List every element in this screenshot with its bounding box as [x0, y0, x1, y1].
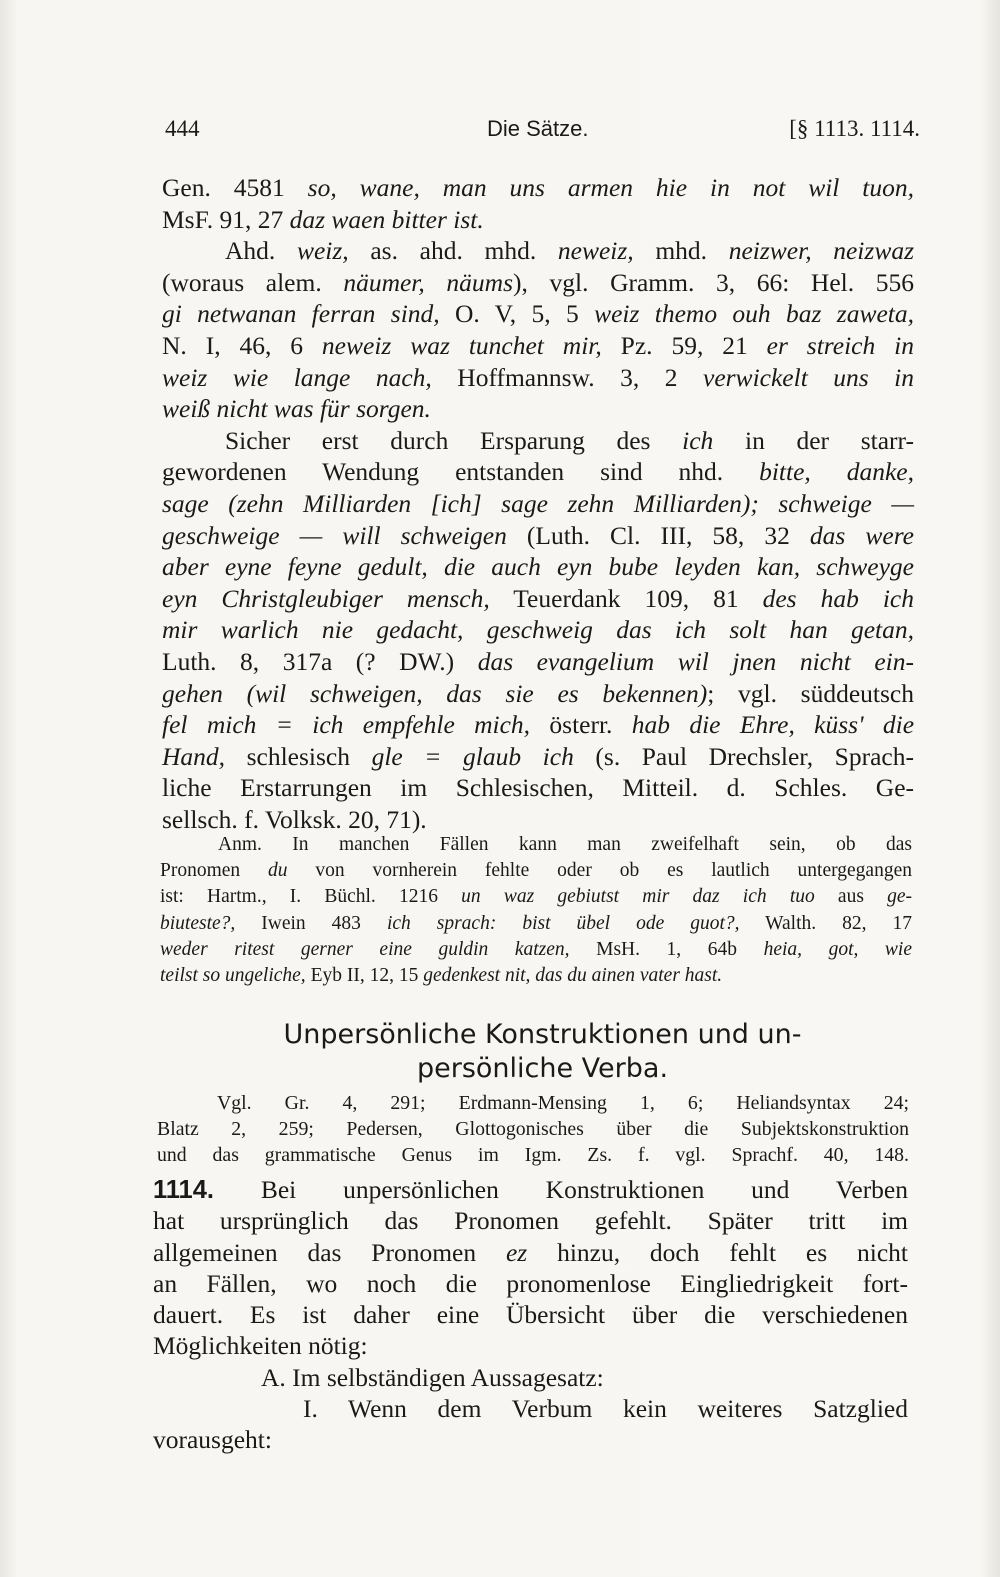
text-line: fel mich = ich empfehle mich, österr. hab die Ehre, küss' die: [162, 710, 915, 740]
section-number: 1114.: [153, 1176, 214, 1204]
text-line: N. I, 46, 6 neweiz waz tunchet mir, Pz. 59, 21 er streich in: [162, 330, 914, 360]
text-line: Ahd. weiz, as. ahd. mhd. neweiz, mhd. neizwer, neizwaz: [225, 236, 915, 266]
text-line: hat ursprünglich das Pronomen gefehlt. Später tritt im: [153, 1206, 908, 1236]
text-line: an Fällen, wo noch die pronomenlose Eingliedrigkeit fort-: [153, 1268, 908, 1298]
text-line: aber eyne feyne gedult, die auch eyn bube leyden kan, schweyge: [162, 552, 914, 582]
annotation-note: [160, 832, 912, 989]
text-line: I. Wenn dem Verbum kein weiteres Satzglied: [303, 1394, 908, 1424]
heading-line: persönliche Verba.: [416, 1053, 669, 1084]
running-title: Die Sätze.: [487, 116, 589, 141]
heading-line: Unpersönliche Konstruktionen und un-: [283, 1019, 802, 1050]
text-line: Hand, schlesisch gle = glaub ich (s. Paul Drechsler, Sprach-: [162, 741, 914, 771]
text-line: eyn Christgleubiger mensch, Teuerdank 109, 81 des hab ich: [162, 583, 914, 613]
text-line: gi netwanan ferran sind, O. V, 5, 5 weiz themo ouh baz zaweta,: [162, 299, 914, 329]
text-line: Möglichkeiten nötig:: [153, 1331, 368, 1361]
reference-line: und das grammatische Genus im Igm. Zs. f. vgl. Sprachf. 40, 148.: [157, 1144, 909, 1166]
text-line: gehen (wil schweigen, das sie es bekennen); vgl. süddeutsch: [162, 678, 914, 708]
reference-line: Blatz 2, 259; Pedersen, Glottogonisches über die Subjektskonstruktion: [157, 1118, 909, 1140]
section-1114: [153, 1174, 908, 1456]
text-line: MsF. 91, 27 daz waen bitter ist.: [162, 204, 484, 234]
main-text: [162, 172, 914, 835]
text-line: (woraus alem. näumer, näums), vgl. Gramm. 3, 66: Hel. 556: [162, 267, 914, 297]
text-line: gewordenen Wendung entstanden sind nhd. bitte, danke,: [162, 457, 914, 487]
text-line: Luth. 8, 317a (? DW.) das evangelium wil jnen nicht ein-: [162, 646, 914, 676]
page-number: 444: [165, 116, 200, 141]
note-line: ist: Hartm., I. Büchl. 1216 un waz gebiutst mir daz ich tuo aus ge-: [160, 886, 912, 908]
section-reference: [§ 1113. 1114.: [789, 116, 920, 141]
note-line: biuteste?, Iwein 483 ich sprach: bist übel ode guot?, Walth. 82, 17: [160, 912, 913, 934]
note-line: Pronomen du von vornherein fehlte oder ob es lautlich untergegangen: [160, 860, 912, 882]
text-line: mir warlich nie gedacht, geschweig das ich solt han getan,: [162, 615, 914, 645]
text-line: Gen. 4581 so, wane, man uns armen hie in not wil tuon,: [162, 173, 914, 202]
text-line: allgemeinen das Pronomen ez hinzu, doch fehlt es nicht: [153, 1237, 908, 1267]
bibliography-references: [157, 1090, 909, 1168]
text-line: weiz wie lange nach, Hoffmannsw. 3, 2 verwickelt uns in: [162, 362, 914, 392]
text-line: vorausgeht:: [153, 1425, 272, 1455]
text-line: geschweige — will schweigen (Luth. Cl. III, 58, 32 das were: [162, 520, 914, 550]
text-line: dauert. Es ist daher eine Übersicht über die verschiedenen: [153, 1300, 908, 1330]
text-line: sage (zehn Milliarden [ich] sage zehn Milliarden); schweige —: [162, 488, 914, 518]
text-line: liche Erstarrungen im Schlesischen, Mitteil. d. Schles. Ge-: [162, 773, 914, 803]
reference-line: Vgl. Gr. 4, 291; Erdmann-Mensing 1, 6; Heliandsyntax 24;: [217, 1092, 909, 1114]
section-heading: [165, 1018, 920, 1086]
note-line: weder ritest gerner eine guldin katzen, MsH. 1, 64b heia, got, wie: [160, 938, 913, 960]
note-line: Anm. In manchen Fällen kann man zweifelhaft sein, ob das: [218, 834, 912, 855]
text-line: Sicher erst durch Ersparung des ich in der starr-: [225, 425, 914, 455]
text-line: A. Im selbständigen Aussagesatz:: [261, 1362, 604, 1392]
text-line: sellsch. f. Volksk. 20, 71).: [162, 804, 427, 834]
text-line: weiß nicht was für sorgen.: [162, 394, 431, 424]
text-line: 1114. Bei unpersönlichen Konstruktionen und Verben: [153, 1175, 908, 1204]
note-line: teilst so ungeliche, Eyb II, 12, 15 gedenkest nit, das du ainen vater hast.: [160, 964, 723, 986]
